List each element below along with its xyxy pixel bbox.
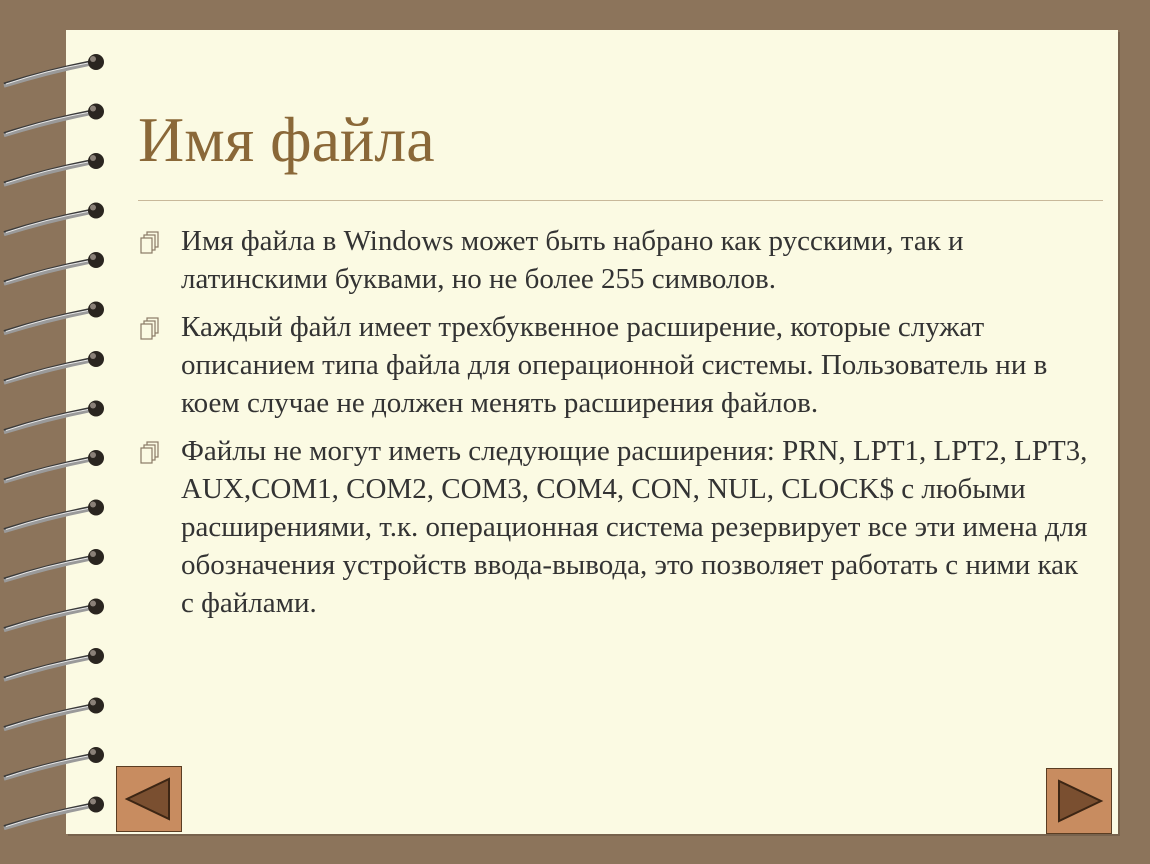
spiral-coil [4,450,104,482]
spiral-coil [4,302,104,334]
title-divider [138,200,1103,201]
spiral-coil [4,54,104,86]
stacked-pages-icon [138,440,162,464]
spiral-coil [4,203,104,235]
list-item [138,308,1098,422]
next-slide-button[interactable] [1046,768,1112,834]
list-item [138,222,1098,298]
previous-slide-button[interactable] [116,766,182,832]
spiral-coil [4,500,104,532]
slide-title: Имя файла [138,104,435,175]
spiral-coil [4,401,104,433]
spiral-coil [4,648,104,680]
spiral-coil [4,797,104,829]
spiral-coil [4,698,104,730]
spiral-coil [4,351,104,383]
spiral-binding-icon [0,0,130,864]
bullet-text: Имя файла в Windows может быть набрано как русскими, так и латинскими буквами, но не более 255 символов. [181,225,964,295]
spiral-coil [4,104,104,136]
spiral-coil [4,252,104,284]
spiral-coil [4,747,104,779]
stacked-pages-icon [138,316,162,340]
list-item [138,432,1098,622]
bullet-text: Каждый файл имеет трехбуквенное расширение, которые служат описанием типа файла для операционной системы. Пользователь ни в коем случае не должен менять расширения файлов. [181,311,1048,419]
triangle-right-icon [1047,769,1111,833]
triangle-left-icon [117,767,181,831]
spiral-coil [4,153,104,185]
spiral-coil [4,599,104,631]
spiral-coil [4,549,104,581]
bullet-list [138,222,1098,632]
stacked-pages-icon [138,230,162,254]
bullet-text: Файлы не могут иметь следующие расширения: PRN, LPT1, LPT2, LPT3, AUX,COM1, COM2, COM3, COM4, CON, NUL, CLOCK$ с любыми расширениями, т.к. операционная система резервирует все эти имена для обозначения устройств ввода-вывода, это позволяет работать с ними как с файлами. [181,435,1088,619]
